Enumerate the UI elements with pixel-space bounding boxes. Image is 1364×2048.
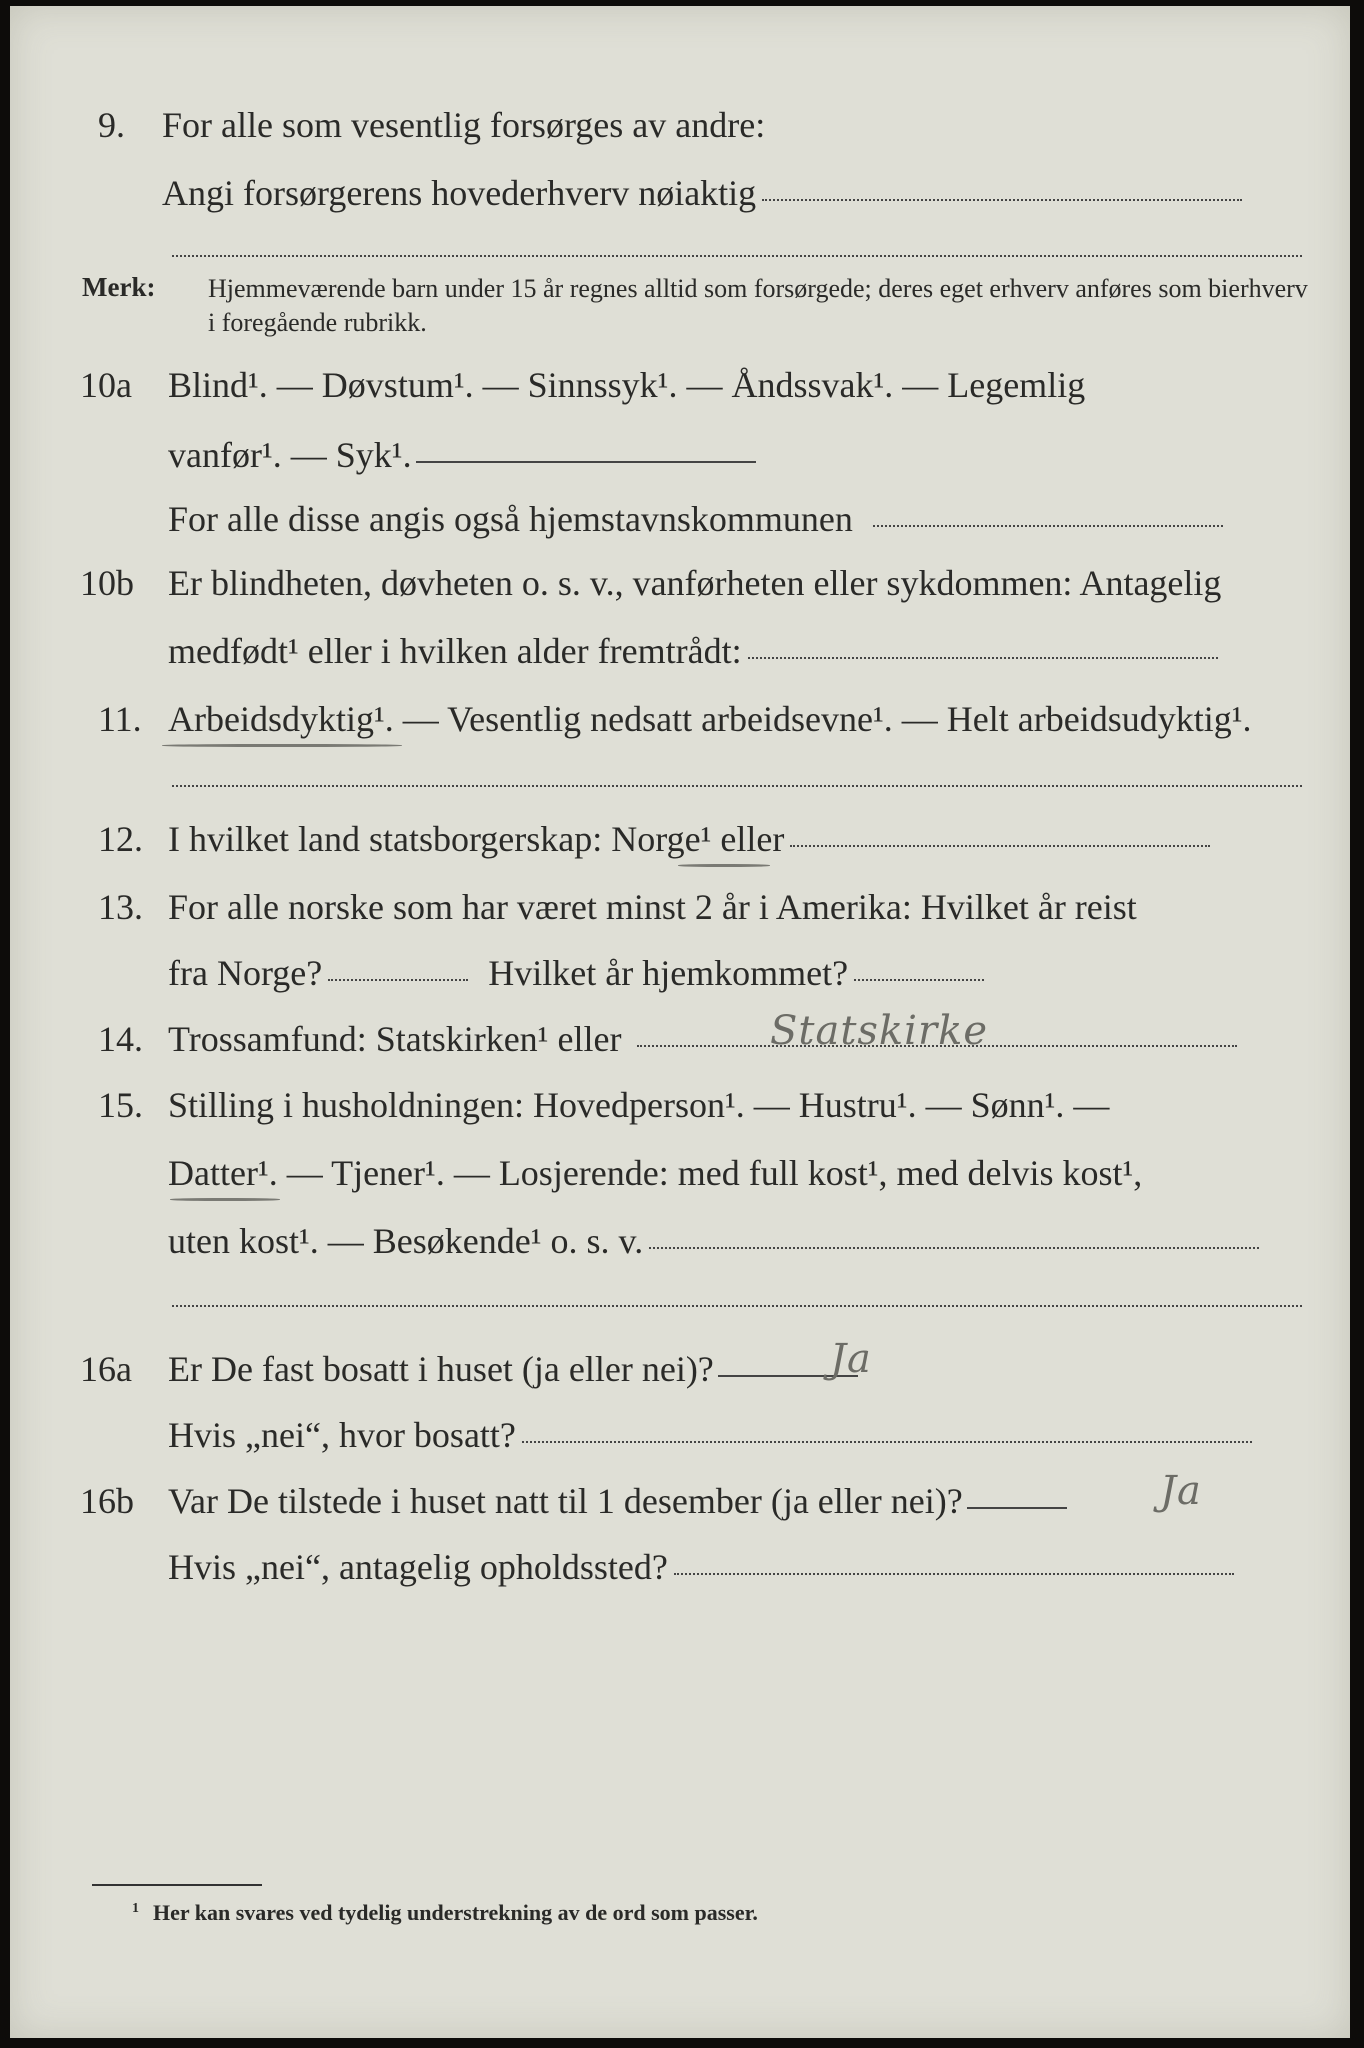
q9-line1: For alle som vesentlig forsørges av andre:: [162, 105, 766, 145]
q14-answer: Statskirke: [770, 1008, 988, 1054]
q15-line2: Datter¹. — Tjener¹. — Losjerende: med full kost¹, med delvis kost¹,: [168, 1153, 1143, 1193]
handwritten-underline: [678, 864, 770, 867]
q11-line1: Arbeidsdyktig¹. — Vesentlig nedsatt arbeidsevne¹. — Helt arbeidsudyktig¹.: [168, 699, 1252, 739]
q15-number: 15.: [98, 1085, 143, 1125]
answer-line[interactable]: [748, 656, 1218, 659]
q16b-answer: Ja: [1160, 1468, 1202, 1514]
answer-line[interactable]: [762, 198, 1242, 201]
q12-number: 12.: [98, 819, 143, 859]
handwritten-underline: [170, 1198, 280, 1201]
q13-line2b: Hvilket år hjemkommet?: [488, 953, 849, 993]
q10a-line1: Blind¹. — Døvstum¹. — Sinnssyk¹. — Åndssvak¹. — Legemlig: [168, 365, 1086, 405]
q16a-number: 16a: [80, 1349, 132, 1389]
q15-line1: Stilling i husholdningen: Hovedperson¹. — Hustru¹. — Sønn¹. —: [168, 1085, 1110, 1125]
q10a-line3: For alle disse angis også hjemstavnskommunen: [168, 499, 853, 539]
footnote-text: Her kan svares ved tydelig understrekning av de ord som passer.: [153, 1900, 758, 1925]
handwritten-underline: [162, 744, 402, 747]
answer-line[interactable]: [328, 978, 468, 981]
q16a-line1: Er De fast bosatt i huset (ja eller nei)?: [168, 1349, 714, 1389]
q16a-answer: Ja: [830, 1336, 872, 1382]
footnote-marker: 1: [132, 1900, 139, 1916]
footnote-divider: [92, 1884, 262, 1886]
answer-line[interactable]: [790, 844, 1210, 847]
answer-line[interactable]: [674, 1572, 1234, 1575]
answer-line[interactable]: [172, 784, 1302, 787]
q13-line1: For alle norske som har været minst 2 år i Amerika: Hvilket år reist: [168, 887, 1137, 927]
q15-line3: uten kost¹. — Besøkende¹ o. s. v.: [168, 1221, 644, 1261]
answer-line[interactable]: [967, 1506, 1067, 1509]
q10b-line2: medfødt¹ eller i hvilken alder fremtrådt:: [168, 631, 742, 671]
q16b-line1: Var De tilstede i huset natt til 1 desember (ja eller nei)?: [168, 1481, 963, 1521]
q16b-line2: Hvis „nei“, antagelig opholdssted?: [168, 1547, 668, 1587]
q10b-line1: Er blindheten, døvheten o. s. v., vanførheten eller sykdommen: Antagelig: [168, 563, 1222, 603]
merk-label: Merk:: [82, 272, 156, 302]
q9-number: 9.: [98, 105, 125, 145]
q14-number: 14.: [98, 1019, 143, 1059]
answer-line[interactable]: [522, 1440, 1252, 1443]
answer-line[interactable]: [172, 254, 1302, 257]
answer-line[interactable]: [416, 460, 756, 463]
answer-line[interactable]: [172, 1304, 1302, 1307]
answer-line[interactable]: [649, 1246, 1259, 1249]
q14-line1: Trossamfund: Statskirken¹ eller: [168, 1019, 622, 1059]
q11-number: 11.: [98, 699, 142, 739]
q9-line2: Angi forsørgerens hovederhverv nøiaktig: [162, 173, 757, 213]
q16a-line2: Hvis „nei“, hvor bosatt?: [168, 1415, 516, 1455]
answer-line[interactable]: [873, 524, 1223, 527]
q13-number: 13.: [98, 887, 143, 927]
answer-line[interactable]: [854, 978, 984, 981]
q12-line1: I hvilket land statsborgerskap: Norge¹ eller: [168, 819, 785, 859]
q10a-line2: vanfør¹. — Syk¹.: [168, 435, 412, 475]
merk-text: Hjemmeværende barn under 15 år regnes alltid som forsørgede; deres eget erhverv anføres som bierhverv i foregående rubrikk.: [208, 274, 1308, 337]
census-form-page: [10, 6, 1350, 2038]
q16b-number: 16b: [80, 1481, 134, 1521]
q13-line2a: fra Norge?: [168, 953, 323, 993]
q10a-number: 10a: [80, 365, 132, 405]
footnote: [132, 1900, 758, 1926]
q10b-number: 10b: [80, 563, 134, 603]
